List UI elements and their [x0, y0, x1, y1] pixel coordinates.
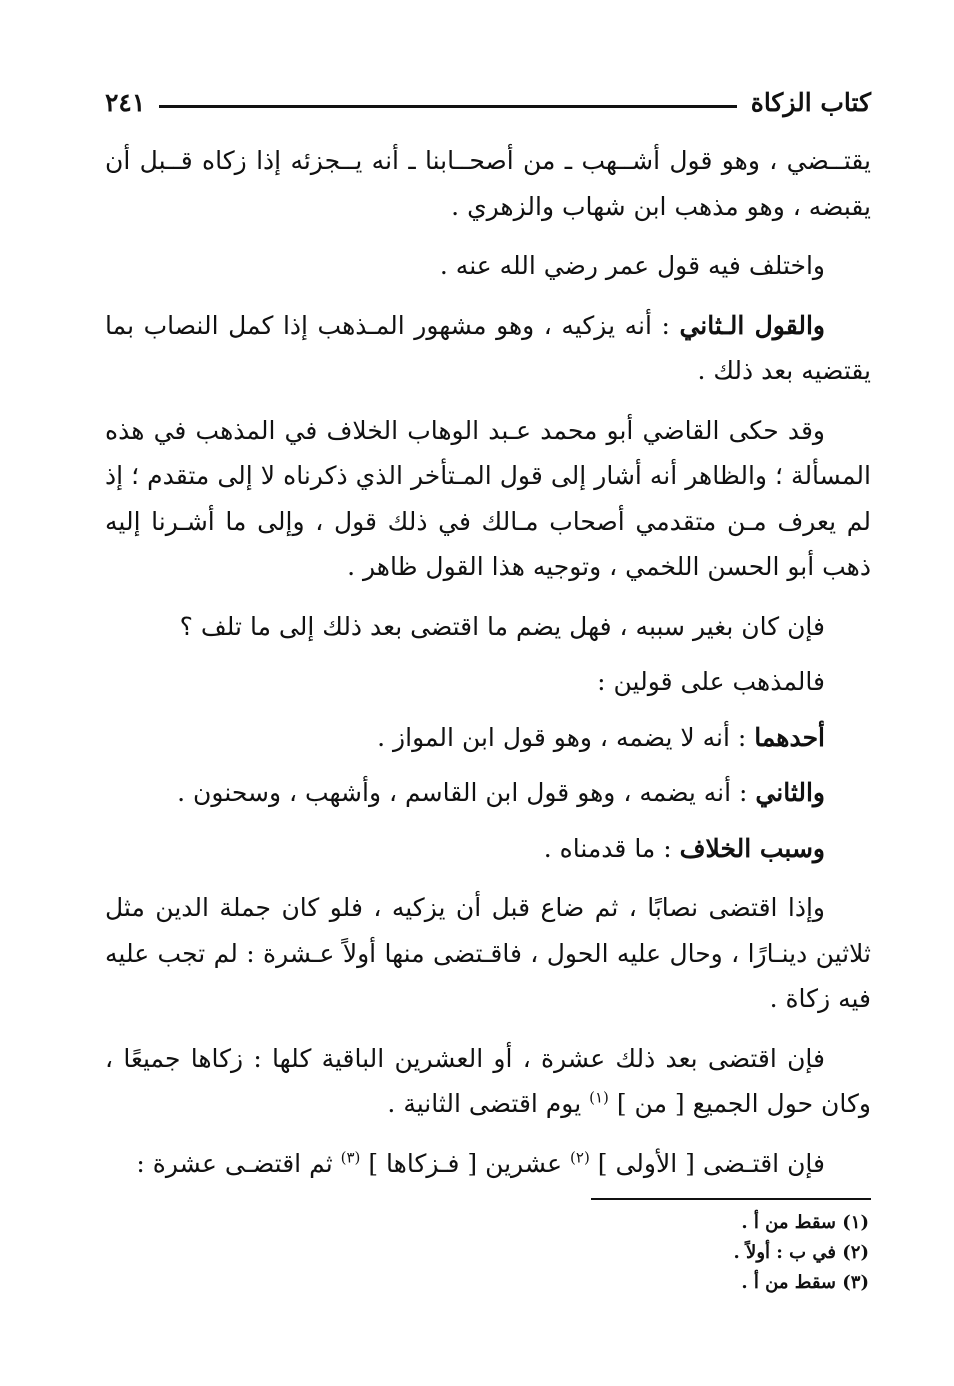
paragraph-text: ثم اقتضـى عشرة : — [136, 1148, 341, 1178]
paragraph — [105, 303, 871, 394]
page-body — [105, 138, 871, 1186]
paragraph — [105, 138, 871, 229]
paragraph-text: عشرين [ فـزكاها ] — [360, 1148, 571, 1178]
paragraph-text: وقد حكى القاضي أبو محمد عـبد الوهاب الخلاف في المذهب في هذه المسألة ؛ والظاهر أنه أشار إلى قول المـتأخر الذي ذكرناه لا إلى متقدم ؛ إذ لم يعرف مـن متقدمي أصحاب مـالك في ذلك قول ، وإلى ما أشـرنا إليه ذهب أبو الحسن اللخمي ، وتوجيه هذا القول ظاهر . — [105, 415, 871, 581]
paragraph-text: : أنه يضمه ، وهو قول ابن القاسم ، وأشهب ، وسحنون . — [177, 778, 756, 807]
paragraph-lead: والثاني — [755, 778, 825, 807]
chapter-title: كتاب الزكاة — [750, 87, 871, 117]
paragraph-text: : ما قدمناه . — [543, 833, 680, 863]
paragraph-text: : أنه لا يضمه ، وهو قول ابن المواز . — [377, 722, 755, 752]
paragraph-lead: أحدهما — [754, 722, 825, 752]
footnote: (٣) سقط من أ . — [741, 1272, 869, 1293]
paragraph-text: : أنه يزكيه ، وهو مشهور المـذهب إذا كمل النصاب بما يقتضيه بعد ذلك . — [105, 310, 871, 385]
paragraph — [105, 243, 871, 289]
footnote-reference: (١) — [589, 1088, 609, 1107]
paragraph-text: فإن اقتـضى [ الأولى ] — [589, 1148, 825, 1178]
paragraph-text: فإن اقتضى بعد ذلك عشرة ، أو العشرين الباقية كلها : زكاها جميعًا ، وكان حول الجميع [ من ] — [105, 1043, 871, 1118]
paragraph — [105, 604, 871, 650]
paragraph-text: وإذا اقتضى نصابًا ، ثم ضاع قبل أن يزكيه ، فلو كان جملة الدين مثل ثلاثين دينـارًا ، وحال عليه الحول ، فاقـتضى منها أولاً عـشرة : لم تجب عليه فيه زكاة . — [105, 893, 871, 1013]
paragraph-text: يوم اقتضى الثانية . — [387, 1089, 590, 1118]
paragraph — [105, 885, 871, 1022]
paragraph-lead: والقول الـثاني — [679, 310, 825, 340]
footnote-reference: (٣) — [340, 1148, 361, 1167]
paragraph — [105, 659, 871, 705]
header-rule — [159, 105, 736, 108]
footnote: (٢) في ب : أولاً . — [733, 1242, 869, 1263]
paragraph — [105, 826, 871, 872]
paragraph — [105, 408, 871, 590]
paragraph-text: واختلف فيه قول عمر رضي الله عنه . — [439, 251, 825, 280]
paragraph-text: فالمذهب على قولين : — [597, 667, 825, 696]
footnote-reference: (٢) — [570, 1148, 590, 1167]
paragraph — [105, 1141, 871, 1187]
paragraph — [105, 715, 871, 761]
running-header — [105, 80, 871, 124]
paragraph-text: يقتــضي ، وهو قول أشــهب ـ من أصحــابنا ـ أنه يــجزئه إذا زكاه قــبل أن يقبضه ، وهو مذهب ابن شهاب والزهري . — [105, 146, 871, 221]
footnote-rule — [591, 1198, 871, 1200]
page-number: ٢٤١ — [105, 87, 146, 117]
paragraph-lead: وسبب الخلاف — [679, 833, 825, 863]
book-page — [105, 80, 871, 1340]
footnote: (١) سقط من أ . — [741, 1212, 869, 1233]
paragraph — [105, 770, 871, 816]
paragraph — [105, 1036, 871, 1127]
paragraph-text: فإن كان بغير سببه ، فهل يضم ما اقتضى بعد ذلك إلى ما تلف ؟ — [179, 611, 825, 641]
footnotes — [105, 1198, 871, 1298]
